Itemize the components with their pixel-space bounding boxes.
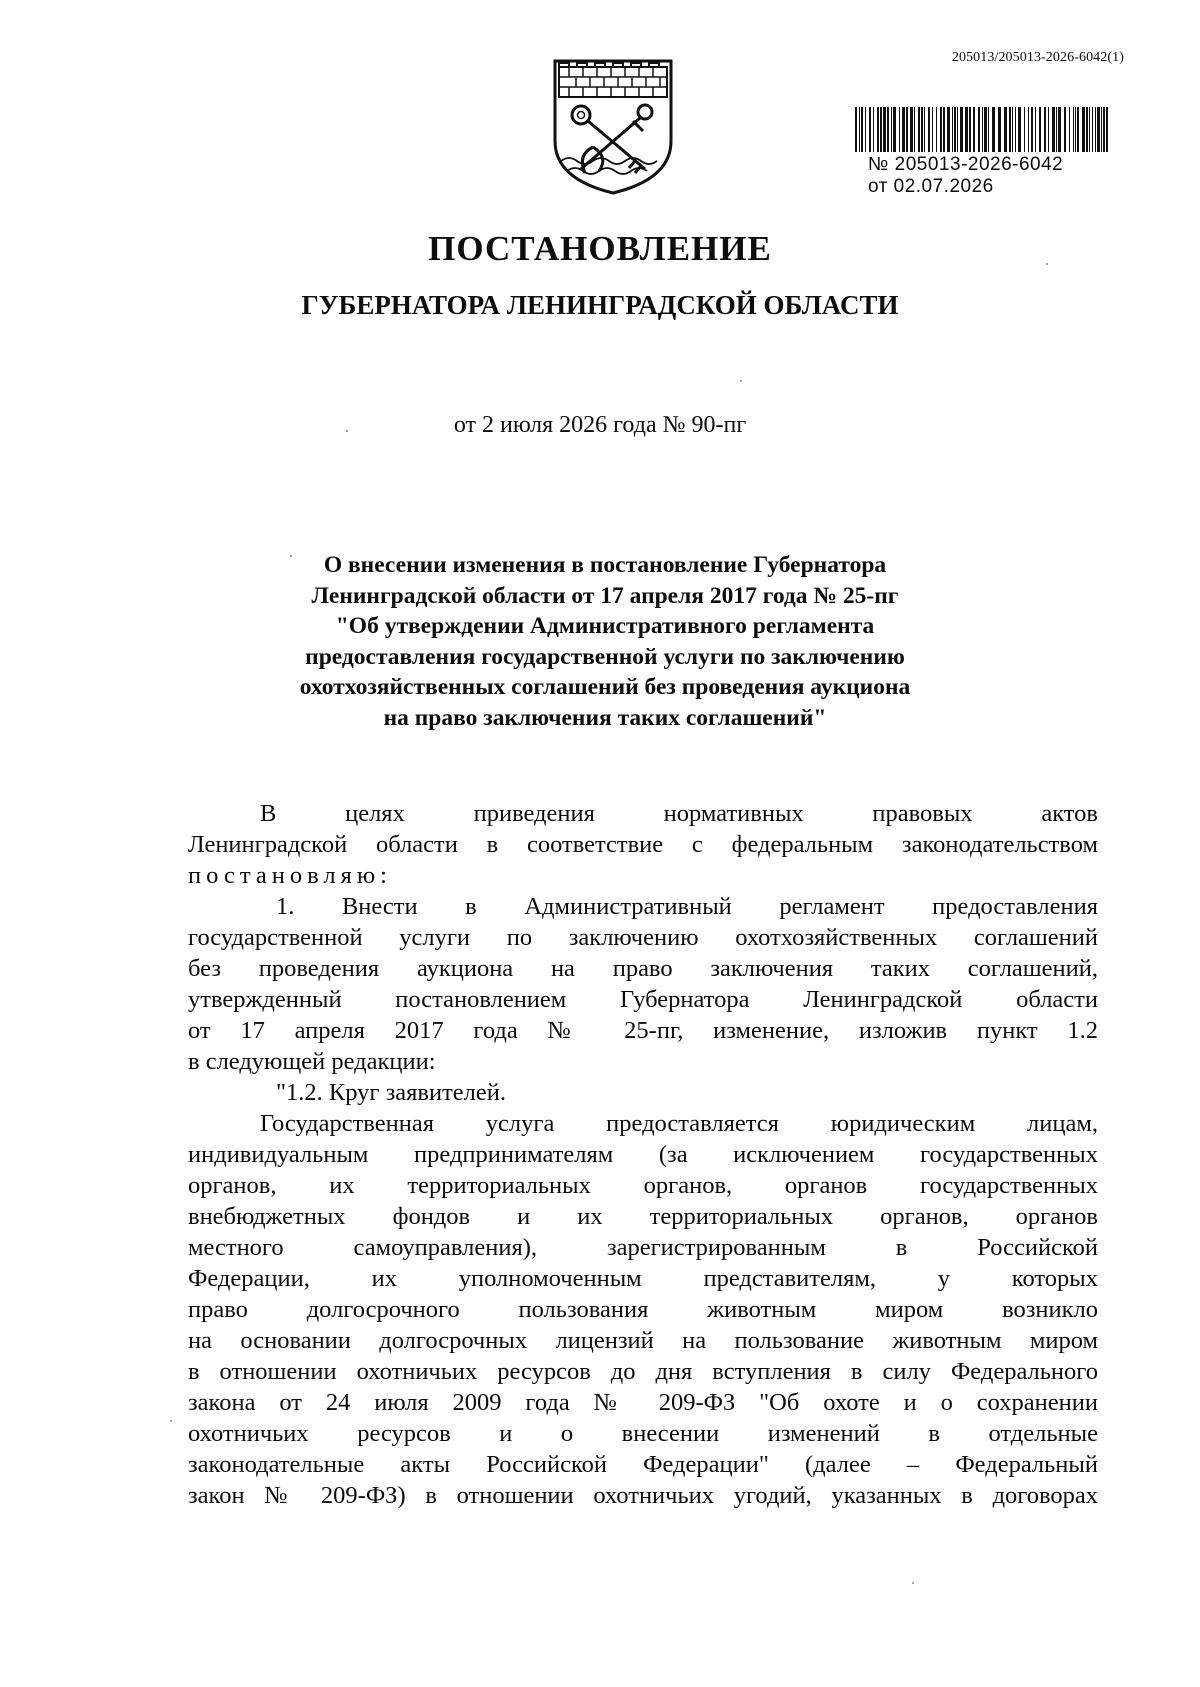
barcode-bar [1089, 107, 1090, 152]
page-title: ПОСТАНОВЛЕНИЕ [428, 229, 772, 268]
barcode-bar [1009, 107, 1011, 152]
body-line: государственной услуги по заключению охотхозяйственных соглашений [188, 924, 1098, 951]
barcode-bar [859, 107, 860, 152]
barcode-bar [992, 107, 995, 152]
barcode-bar [880, 107, 882, 152]
body-line: утвержденный постановлением Губернатора Ленинградской области [188, 986, 1098, 1013]
barcode-bar [902, 107, 905, 152]
barcode-bar [1058, 107, 1061, 152]
heading-line: "Об утверждении Административного регламента [335, 613, 875, 639]
body-line: местного самоуправления), зарегистрированным в Российской [188, 1234, 1098, 1261]
page-subtitle: ГУБЕРНАТОРА ЛЕНИНГРАДСКОЙ ОБЛАСТИ [301, 290, 899, 320]
barcode-bar [1086, 107, 1088, 152]
body-line: закон № 209-ФЗ) в отношении охотничьих угодий, указанных в договорах [188, 1482, 1098, 1509]
barcode-bar [1028, 107, 1029, 152]
registration-date: от 02.07.2026 [868, 176, 994, 197]
body-line: в следующей редакции: [188, 1048, 436, 1075]
barcode-bar [914, 107, 915, 152]
body-line: постановляю: [188, 862, 392, 889]
barcode-bar [1082, 107, 1085, 152]
barcode-bar [891, 107, 892, 152]
barcode-bar [1015, 107, 1016, 152]
barcode-bar [954, 107, 956, 152]
barcode-bar [1106, 107, 1108, 152]
heading-line: охотхозяйственных соглашений без проведения аукциона [299, 674, 911, 700]
document-body [188, 798, 1098, 1511]
barcode-bar [869, 107, 871, 152]
barcode-bar [1031, 107, 1033, 152]
barcode-bar [960, 107, 963, 152]
barcode-bar [918, 107, 920, 152]
body-line: В целях приведения нормативных правовых актов [260, 800, 1098, 827]
barcode-bar [978, 107, 980, 152]
barcode-bar [940, 107, 942, 152]
body-line: в отношении охотничьих ресурсов до дня вступления в силу Федерального [188, 1358, 1098, 1385]
barcode-bar [1052, 107, 1055, 152]
barcode-bar [1064, 107, 1066, 152]
scan-speck [740, 380, 742, 382]
barcode-bar [965, 107, 968, 152]
registration-number: № 205013-2026-6042 [868, 154, 1064, 175]
barcode-bar [924, 107, 925, 152]
barcode-bar [1069, 107, 1070, 152]
doc-code: 205013/205013-2026-6042(1) [951, 50, 1124, 65]
document-date: от 2 июля 2026 года № 90-пг [453, 412, 747, 438]
heading-line: Ленинградской области от 17 апреля 2017 года № 25-пг [311, 582, 899, 609]
barcode-bar [1103, 107, 1105, 152]
barcode-bar [1048, 107, 1049, 152]
heading-line: О внесении изменения в постановление Губернатора [323, 552, 887, 578]
barcode-bar [1073, 107, 1074, 152]
barcode-bar [943, 107, 945, 152]
barcode-bar [910, 107, 913, 152]
barcode-bar [1024, 107, 1025, 152]
barcode-bar [855, 107, 857, 152]
barcode-bar [1012, 107, 1013, 152]
heading-line: на право заключения таких соглашений" [383, 704, 827, 731]
barcode-bar [1056, 107, 1057, 152]
barcode-bar [1095, 107, 1096, 152]
heading-line: предоставления государственной услуги по заключению [305, 643, 905, 670]
barcode-bar [899, 107, 900, 152]
body-line: без проведения аукциона на право заключения таких соглашений, [188, 955, 1098, 982]
barcode-bar [1004, 107, 1007, 152]
body-line: внебюджетных фондов и их территориальных органов, органов [188, 1203, 1098, 1230]
scan-speck [290, 555, 292, 557]
body-line: право долгосрочного пользования животным миром возникло [188, 1296, 1098, 1323]
barcode-bar [1044, 107, 1046, 152]
barcode-bar [1018, 107, 1021, 152]
barcode-bar [877, 107, 879, 152]
body-line: 1. Внести в Административный регламент предоставления [276, 893, 1098, 920]
barcode-bar [1101, 107, 1102, 152]
coat-of-arms-emblem [551, 57, 675, 197]
barcode-bar [1039, 107, 1041, 152]
barcode-bar [1092, 107, 1093, 152]
body-line: охотничьих ресурсов и о внесении изменений в отдельные [188, 1420, 1098, 1447]
body-line: закона от 24 июля 2009 года № 209-ФЗ "Об охоте и о сохранении [188, 1389, 1098, 1416]
barcode-bar [988, 107, 989, 152]
barcode-bar [1077, 107, 1079, 152]
body-line: органов, их территориальных органов, органов государственных [188, 1172, 1098, 1199]
body-line: "1.2. Круг заявителей. [276, 1079, 506, 1106]
barcode-bar [1035, 107, 1036, 152]
barcode-bar [947, 107, 950, 152]
scan-speck [346, 430, 348, 432]
barcode-bar [952, 107, 953, 152]
barcode-bar [906, 107, 908, 152]
body-line: Федерации, их уполномоченным представителям, у которых [188, 1265, 1098, 1292]
body-line: Государственная услуга предоставляется юридическим лицам, [260, 1110, 1098, 1137]
barcode-bar [861, 107, 863, 152]
barcode-bar [928, 107, 930, 152]
barcode-bar [973, 107, 975, 152]
barcode-bar [984, 107, 987, 152]
body-line: от 17 апреля 2017 года № 25-пг, изменение, изложив пункт 1.2 [188, 1017, 1098, 1044]
barcode-bar [887, 107, 889, 152]
barcode-bar [936, 107, 937, 152]
barcode-bar [1075, 107, 1076, 152]
barcode [855, 107, 1110, 152]
barcode-bar [982, 107, 983, 152]
barcode-bar [873, 107, 874, 152]
barcode-bar [883, 107, 886, 152]
scan-speck [1046, 263, 1048, 265]
barcode-bar [1097, 107, 1100, 152]
barcode-bar [865, 107, 866, 152]
scan-speck [170, 1420, 172, 1422]
barcode-bar [921, 107, 923, 152]
barcode-bar [969, 107, 971, 152]
document-heading [180, 550, 1030, 733]
barcode-bar [957, 107, 958, 152]
scan-speck [912, 1582, 914, 1584]
barcode-bar [998, 107, 1001, 152]
body-line: законодательные акты Российской Федерации" (далее – Федеральный [188, 1451, 1098, 1478]
body-line: на основании долгосрочных лицензий на пользование животным миром [188, 1327, 1098, 1354]
barcode-bar [893, 107, 896, 152]
barcode-bar [932, 107, 933, 152]
body-line: Ленинградской области в соответствие с федеральным законодательством [188, 831, 1098, 858]
body-line: индивидуальным предпринимателям (за исключением государственных [188, 1141, 1098, 1168]
